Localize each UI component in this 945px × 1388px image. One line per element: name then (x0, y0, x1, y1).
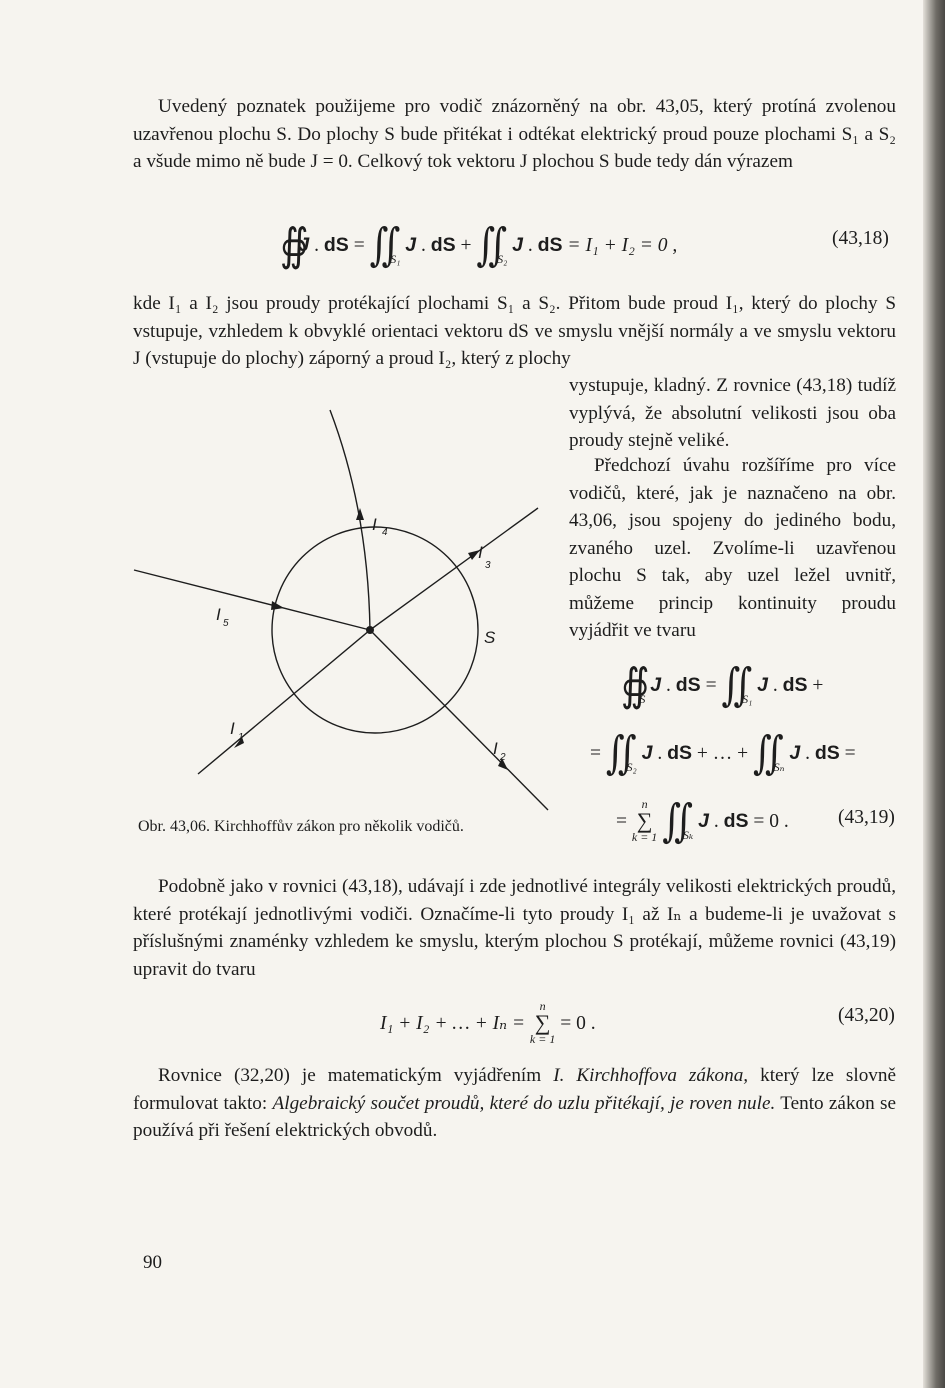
paragraph-4: Předchozí úvahu rozšíříme pro více vodičů, které, jak je naznačeno na obr. 43,06, jsou spojeny do jediného bodu, zvaného uzel. Zvolíme-li uzavřenou plochu S tak, aby uzel ležel uvnitř, můžeme princip kontinuity proudu vyjádřit ve tvaru (569, 455, 896, 641)
equation-number-43-19: (43,19) (838, 807, 895, 828)
label-i4-sub: 4 (382, 527, 388, 538)
equation-number-43-20: (43,20) (838, 1005, 895, 1026)
equation-43-18: ∯J . dS = $∬_{S_1}$ J . dS + $∬_{S_2}$ J . dS = I₁ + I₂ = 0 , (280, 219, 678, 272)
wire-i2 (370, 630, 548, 810)
label-i5-sub: 5 (223, 618, 229, 629)
label-i3: I (478, 543, 483, 562)
label-i2: I (493, 739, 498, 758)
node-dot (366, 626, 374, 634)
arrow-i5 (271, 601, 284, 610)
label-s: S (484, 628, 496, 647)
closed-double-integral: ∯ (280, 219, 299, 272)
paragraph-2: kde I₁ a I₂ jsou proudy protékající plochami S₁ a S₂. Přitom bude proud I₁, který do plochy S vstupuje, vzhledem k obvyklé orientaci vektoru dS ve smyslu vnější normály a ve smyslu vektoru J (vstupuje do plochy) záporný a proud I₂, který z plochy (133, 293, 896, 369)
kirchhoff-node-figure (120, 390, 560, 820)
label-i1-sub: 1 (238, 732, 244, 743)
paragraph-1: Uvedený poznatek použijeme pro vodič znázorněný na obr. 43,05, který protíná zvolenou uzavřenou plochu S. Do plochy S bude přitékat i odtékat elektrický proud pouze plochami S₁ a S₂ a všude mimo ně bude J = 0. Celkový tok vektoru J plochou S bude tedy dán výrazem (133, 96, 896, 172)
paragraph-6: Rovnice (32,20) je matematickým vyjádřením I. Kirchhoffova zákona, který lze slovně formulovat takto: Algebraický součet proudů, které do uzlu přitékají, je roven nule. Tento zákon se používá při řešení elektrických obvodů. (133, 1065, 896, 1141)
surface-s-circle (272, 527, 478, 733)
label-i1: I (230, 719, 235, 738)
equation-43-20: I₁ + I₂ + … + Iₙ = n ∑ k = 1 = 0 . (380, 999, 596, 1046)
double-integral: ∬ (476, 219, 498, 272)
label-i4: I (372, 515, 377, 534)
equation-43-19-line-1: $∯_S$ J . dS = $∬_{S_1}$ J . dS + (621, 659, 824, 712)
paragraph-5: Podobně jako v rovnici (43,18), udávají i zde jednotlivé integrály velikosti elektrických proudů, které protékají jednotlivými vodiči. Označíme-li tyto proudy I₁ až Iₙ a budeme-li je uvažovat s příslušnými znaménky vzhledem ke smyslu, kterým plochou S protékají, můžeme rovnici (43,19) upravit do tvaru (133, 876, 896, 980)
arrow-i4 (356, 508, 364, 520)
sum-sign: ∑ (534, 1010, 551, 1035)
page-edge-shadow (923, 0, 945, 1388)
equation-number-43-18: (43,18) (832, 228, 889, 249)
label-i3-sub: 3 (485, 560, 491, 571)
double-integral: ∬ (369, 219, 391, 272)
equation-43-19-line-2: = $∬_{S_2}$ J . dS + … + $∬_{S_n}$ J . dS = (590, 727, 856, 780)
page-number: 90 (143, 1252, 162, 1273)
wire-i1 (198, 630, 370, 774)
wire-i3 (370, 508, 538, 630)
sum-sign: ∑ (636, 808, 653, 833)
label-i5: I (216, 605, 221, 624)
figure-caption: Obr. 43,06. Kirchhoffův zákon pro několik vodičů. (138, 818, 464, 835)
equation-43-19-line-3: = n ∑ k = 1 $∬_{S_k}$ J . dS = 0 . (616, 795, 789, 848)
wire-i5 (134, 570, 370, 630)
paragraph-3: vystupuje, kladný. Z rovnice (43,18) tudíž vyplývá, že absolutní velikosti jsou oba proudy stejně veliké. (569, 375, 896, 451)
label-i2-sub: 2 (500, 752, 506, 763)
